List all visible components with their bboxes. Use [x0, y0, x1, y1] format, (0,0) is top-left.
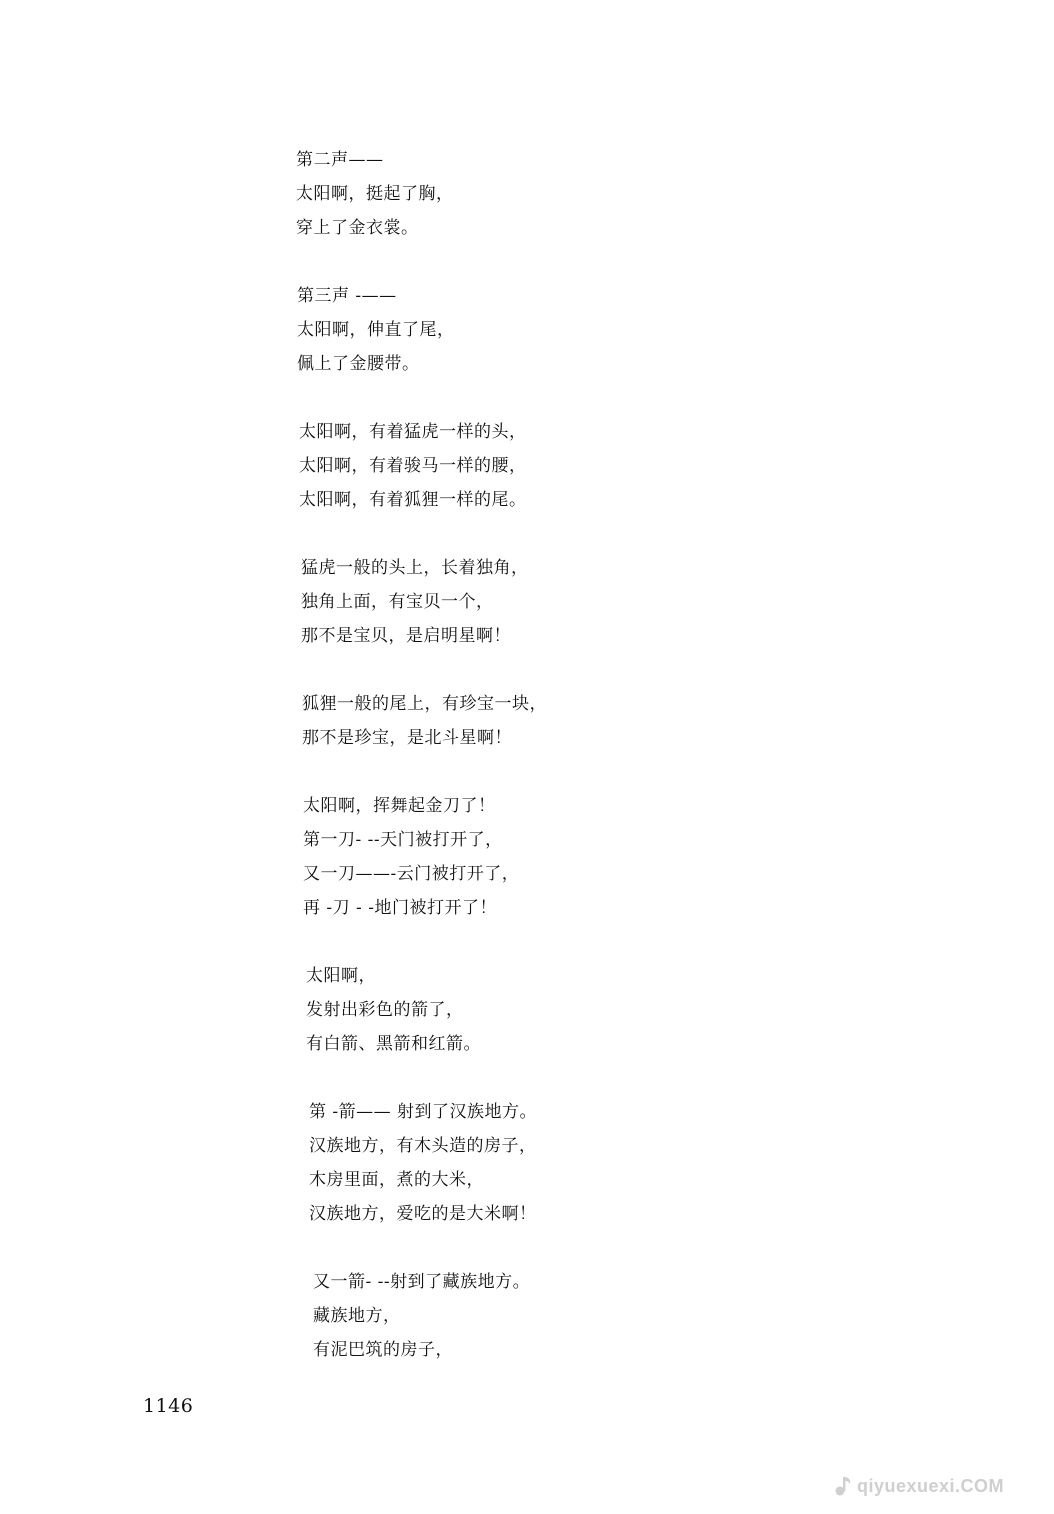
- poem-line: 有白箭、黑箭和红箭。: [306, 1034, 481, 1054]
- poem-line: 再 -刀 - -地门被打开了！: [303, 898, 497, 918]
- poem-line: 太阳啊，挥舞起金刀了！: [303, 796, 496, 816]
- poem-line: 汉族地方，有木头造的房子，: [309, 1136, 537, 1156]
- stanza: [0, 415, 1054, 517]
- watermark: [833, 1471, 1033, 1501]
- stanza: [0, 143, 1054, 245]
- poem-line: 太阳啊，有着狐狸一样的尾。: [299, 490, 527, 510]
- page-number: 1146: [143, 1395, 194, 1417]
- poem-line: 汉族地方，爱吃的是大米啊！: [309, 1204, 537, 1224]
- poem-line: 那不是宝贝，是启明星啊！: [301, 626, 511, 646]
- stanza: [0, 959, 1054, 1061]
- stanza: [0, 687, 1054, 755]
- poem-line: 藏族地方，: [313, 1306, 401, 1326]
- poem-line: 那不是珍宝，是北斗星啊！: [302, 728, 512, 748]
- poem-line: 狐狸一般的尾上，有珍宝一块，: [302, 694, 547, 714]
- poem-line: 又一箭- --射到了藏族地方。: [313, 1272, 531, 1292]
- music-note-icon: [833, 1475, 853, 1497]
- poem-line: 第三声 -——: [297, 286, 397, 306]
- poem-line: 第二声——: [296, 150, 384, 170]
- stanza: [0, 1265, 1054, 1367]
- poem-line: 猛虎一般的头上，长着独角，: [301, 558, 529, 578]
- watermark-text: qiyuexuexi.COM: [857, 1475, 1005, 1496]
- poem-line: 又一刀——-云门被打开了，: [303, 864, 520, 884]
- stanza: [0, 789, 1054, 925]
- poem-line: 有泥巴筑的房子，: [313, 1340, 453, 1360]
- stanza: [0, 1095, 1054, 1231]
- poem-body: [0, 143, 1054, 1401]
- poem-line: 第一刀- --天门被打开了，: [303, 830, 503, 850]
- poem-line: 佩上了金腰带。: [297, 354, 420, 374]
- poem-line: 穿上了金衣裳。: [296, 218, 419, 238]
- poem-line: 太阳啊，: [306, 966, 376, 986]
- poem-line: 太阳啊，有着猛虎一样的头，: [299, 422, 527, 442]
- stanza: [0, 551, 1054, 653]
- poem-line: 第 -箭—— 射到了汉族地方。: [309, 1102, 538, 1122]
- poem-line: 太阳啊，有着骏马一样的腰，: [299, 456, 527, 476]
- poem-line: 太阳啊，伸直了尾，: [297, 320, 455, 340]
- poem-line: 发射出彩色的箭了，: [306, 1000, 464, 1020]
- poem-line: 木房里面，煮的大米，: [309, 1170, 484, 1190]
- poem-line: 太阳啊，挺起了胸，: [296, 184, 454, 204]
- poem-line: 独角上面，有宝贝一个，: [301, 592, 494, 612]
- stanza: [0, 279, 1054, 381]
